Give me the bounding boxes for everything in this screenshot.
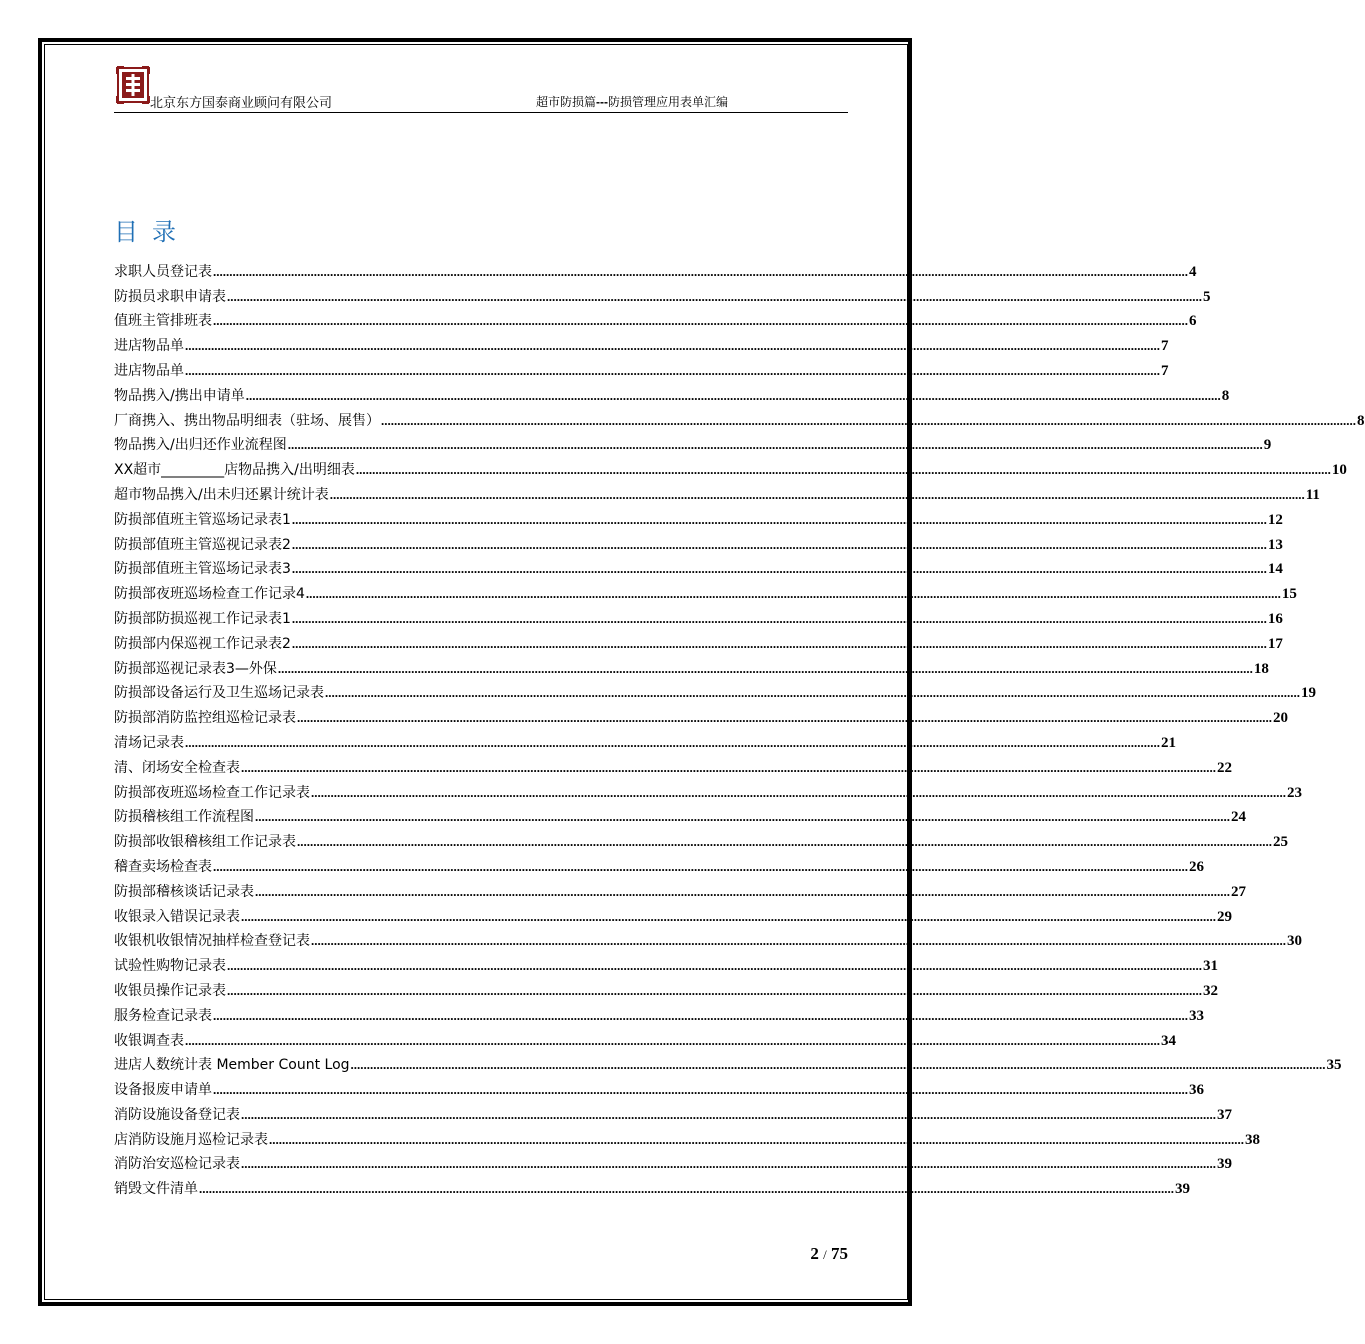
document-title bbox=[536, 93, 728, 110]
toc-entry[interactable] bbox=[114, 1099, 1232, 1124]
toc-entry[interactable] bbox=[114, 678, 1316, 703]
toc-entry[interactable] bbox=[114, 1173, 1190, 1198]
toc-entry-page: 17 bbox=[1267, 635, 1283, 652]
toc-entry[interactable] bbox=[114, 1025, 1176, 1050]
toc-leader-dots: ............................................................................................................................................................................................................................................................................................................ bbox=[291, 610, 1267, 626]
toc-entry[interactable] bbox=[114, 256, 1197, 281]
toc-entry-page: 27 bbox=[1231, 883, 1246, 900]
toc-leader-dots: ............................................................................................................................................................................................................................................................................................................ bbox=[241, 908, 1216, 924]
toc-entry-page: 4 bbox=[1189, 263, 1197, 280]
toc-entry-title: 防损稽核组工作流程图 bbox=[114, 809, 254, 826]
toc-entry-page: 20 bbox=[1273, 710, 1288, 727]
toc-entry[interactable] bbox=[114, 603, 1283, 628]
toc-heading: 目录 bbox=[114, 218, 190, 246]
page-separator: / bbox=[823, 1247, 827, 1262]
toc-leader-dots: ............................................................................................................................................................................................................................................................................................................ bbox=[255, 809, 1230, 825]
toc-leader-dots: ............................................................................................................................................................................................................................................................................................................ bbox=[185, 338, 1160, 354]
company-logo-icon bbox=[116, 66, 150, 104]
toc-entry[interactable] bbox=[114, 554, 1283, 579]
toc-leader-dots: ............................................................................................................................................................................................................................................................................................................ bbox=[213, 1082, 1188, 1098]
toc-entry-title: 收银员操作记录表 bbox=[114, 982, 226, 999]
toc-entry-page: 29 bbox=[1217, 908, 1232, 925]
toc-entry-title: 进店人数统计表 Member Count Log bbox=[114, 1057, 350, 1074]
toc-entry-title: 防损部值班主管巡视记录表2 bbox=[114, 536, 291, 553]
toc-entry-page: 23 bbox=[1287, 784, 1302, 801]
toc-leader-dots: ............................................................................................................................................................................................................................................................................................................ bbox=[213, 858, 1188, 874]
toc-entry-page: 13 bbox=[1267, 536, 1283, 553]
toc-leader-dots: ............................................................................................................................................................................................................................................................................................................ bbox=[350, 1057, 1326, 1073]
toc-entry-page: 22 bbox=[1217, 759, 1232, 776]
toc-entry-title: 防损员求职申请表 bbox=[114, 288, 226, 305]
toc-entry-page: 35 bbox=[1326, 1057, 1342, 1074]
toc-entry-title: 防损部设备运行及卫生巡场记录表 bbox=[114, 685, 324, 702]
toc-leader-dots: ............................................................................................................................................................................................................................................................................................................ bbox=[245, 387, 1221, 403]
toc-leader-dots: ............................................................................................................................................................................................................................................................................................................ bbox=[305, 586, 1281, 602]
toc-entry-title: XX超市_________店物品携入/出明细表 bbox=[114, 462, 355, 479]
toc-entry-title: 防损部防损巡视工作记录表1 bbox=[114, 610, 291, 627]
toc-entry-title: 超市物品携入/出未归还累计统计表 bbox=[114, 486, 329, 503]
toc-leader-dots: ............................................................................................................................................................................................................................................................................................................ bbox=[227, 288, 1202, 304]
toc-entry-title: 值班主管排班表 bbox=[114, 313, 212, 330]
toc-entry-page: 38 bbox=[1245, 1131, 1260, 1148]
toc-entry[interactable] bbox=[114, 777, 1302, 802]
toc-entry-page: 30 bbox=[1287, 933, 1302, 950]
toc-leader-dots: ............................................................................................................................................................................................................................................................................................................ bbox=[185, 1032, 1160, 1048]
toc-leader-dots: ............................................................................................................................................................................................................................................................................................................ bbox=[287, 437, 1263, 453]
toc-entry-page: 6 bbox=[1189, 313, 1197, 330]
toc-entry[interactable] bbox=[114, 876, 1246, 901]
toc-entry-page: 24 bbox=[1231, 809, 1246, 826]
toc-entry[interactable] bbox=[114, 355, 1169, 380]
toc-entry-page: 21 bbox=[1161, 734, 1176, 751]
toc-entry-page: 8 bbox=[1221, 387, 1230, 404]
toc-entry[interactable] bbox=[114, 1074, 1204, 1099]
document-title-separator: --- bbox=[596, 95, 609, 109]
toc-leader-dots: ............................................................................................................................................................................................................................................................................................................ bbox=[297, 834, 1272, 850]
toc-leader-dots: ............................................................................................................................................................................................................................................................................................................ bbox=[255, 883, 1230, 899]
toc-entry-page: 5 bbox=[1203, 288, 1211, 305]
toc-entry[interactable] bbox=[114, 975, 1218, 1000]
toc-entry-page: 26 bbox=[1189, 858, 1204, 875]
toc-entry[interactable] bbox=[114, 1000, 1204, 1025]
toc-entry-page: 11 bbox=[1305, 486, 1320, 503]
toc-leader-dots: ............................................................................................................................................................................................................................................................................................................ bbox=[311, 784, 1286, 800]
toc-entry-page: 8 bbox=[1357, 412, 1365, 429]
toc-entry[interactable] bbox=[114, 281, 1211, 306]
toc-leader-dots: ............................................................................................................................................................................................................................................................................................................ bbox=[241, 759, 1216, 775]
toc-entry-title: 防损部夜班巡场检查工作记录表 bbox=[114, 784, 310, 801]
toc-entry-page: 19 bbox=[1301, 685, 1316, 702]
toc-entry-title: 进店物品单 bbox=[114, 338, 184, 355]
toc-entry-title: 消防治安巡检记录表 bbox=[114, 1156, 240, 1173]
toc-entry[interactable] bbox=[114, 330, 1169, 355]
document-title-prefix: 超市防损篇 bbox=[536, 95, 597, 109]
toc-entry-page: 39 bbox=[1175, 1181, 1190, 1198]
toc-entry-title: 进店物品单 bbox=[114, 362, 184, 379]
toc-entry[interactable] bbox=[114, 826, 1288, 851]
toc-entry[interactable] bbox=[114, 752, 1232, 777]
toc-entry[interactable] bbox=[114, 405, 1365, 430]
toc-entry[interactable] bbox=[114, 380, 1230, 405]
toc-entry[interactable] bbox=[114, 851, 1204, 876]
toc-leader-dots: ............................................................................................................................................................................................................................................................................................................ bbox=[213, 313, 1188, 329]
toc-entry-page: 36 bbox=[1189, 1082, 1204, 1099]
toc-entry[interactable] bbox=[114, 950, 1218, 975]
toc-entry[interactable] bbox=[114, 901, 1232, 926]
toc-entry-title: 防损部收银稽核组工作记录表 bbox=[114, 834, 296, 851]
toc-leader-dots: ............................................................................................................................................................................................................................................................................................................ bbox=[291, 561, 1267, 577]
toc-leader-dots: ............................................................................................................................................................................................................................................................................................................ bbox=[325, 685, 1300, 701]
toc-entry-title: 消防设施设备登记表 bbox=[114, 1106, 240, 1123]
toc-entry[interactable] bbox=[114, 802, 1246, 827]
toc-leader-dots: ............................................................................................................................................................................................................................................................................................................ bbox=[241, 1156, 1216, 1172]
toc-entry[interactable] bbox=[114, 578, 1297, 603]
toc-entry-title: 店消防设施月巡检记录表 bbox=[114, 1131, 268, 1148]
toc-entry-title: 防损部稽核谈话记录表 bbox=[114, 883, 254, 900]
toc-leader-dots: ............................................................................................................................................................................................................................................................................................................ bbox=[185, 734, 1160, 750]
table-of-contents bbox=[114, 256, 1365, 1198]
toc-entry-page: 16 bbox=[1267, 610, 1283, 627]
toc-entry[interactable] bbox=[114, 926, 1302, 951]
current-page: 2 bbox=[810, 1244, 819, 1263]
toc-entry-title: 物品携入/出归还作业流程图 bbox=[114, 437, 287, 454]
toc-entry[interactable] bbox=[114, 306, 1197, 331]
toc-entry[interactable] bbox=[114, 479, 1320, 504]
toc-entry-page: 18 bbox=[1253, 660, 1269, 677]
toc-entry-page: 33 bbox=[1189, 1007, 1204, 1024]
toc-entry[interactable] bbox=[114, 628, 1283, 653]
toc-entry-page: 37 bbox=[1217, 1106, 1232, 1123]
toc-entry-page: 7 bbox=[1161, 362, 1169, 379]
toc-entry-page: 25 bbox=[1273, 834, 1288, 851]
total-pages: 75 bbox=[831, 1244, 848, 1263]
toc-leader-dots: ............................................................................................................................................................................................................................................................................................................ bbox=[355, 462, 1331, 478]
toc-entry-title: 稽查卖场检查表 bbox=[114, 858, 212, 875]
toc-entry-page: 12 bbox=[1267, 511, 1283, 528]
toc-leader-dots: ............................................................................................................................................................................................................................................................................................................ bbox=[213, 1007, 1188, 1023]
toc-entry-title: 防损部内保巡视工作记录表2 bbox=[114, 635, 291, 652]
toc-entry-page: 7 bbox=[1161, 338, 1169, 355]
toc-leader-dots: ............................................................................................................................................................................................................................................................................................................ bbox=[199, 1181, 1174, 1197]
toc-leader-dots: ............................................................................................................................................................................................................................................................................................................ bbox=[381, 412, 1356, 428]
document-title-suffix: 防损管理应用表单汇编 bbox=[608, 95, 729, 109]
toc-leader-dots: ............................................................................................................................................................................................................................................................................................................ bbox=[185, 362, 1160, 378]
toc-leader-dots: ............................................................................................................................................................................................................................................................................................................ bbox=[311, 933, 1286, 949]
toc-entry-title: 收银录入错误记录表 bbox=[114, 908, 240, 925]
toc-leader-dots: ............................................................................................................................................................................................................................................................................................................ bbox=[269, 1131, 1244, 1147]
toc-entry-title: 服务检查记录表 bbox=[114, 1007, 212, 1024]
toc-entry-page: 14 bbox=[1267, 561, 1283, 578]
toc-leader-dots: ............................................................................................................................................................................................................................................................................................................ bbox=[227, 958, 1202, 974]
toc-entry[interactable] bbox=[114, 727, 1176, 752]
toc-entry-page: 32 bbox=[1203, 982, 1218, 999]
toc-entry-page: 15 bbox=[1281, 586, 1297, 603]
toc-entry-title: 厂商携入、携出物品明细表（驻场、展售） bbox=[114, 412, 380, 429]
toc-entry[interactable] bbox=[114, 702, 1288, 727]
toc-entry[interactable] bbox=[114, 454, 1347, 479]
toc-entry[interactable] bbox=[114, 430, 1272, 455]
toc-entry-page: 10 bbox=[1331, 462, 1347, 479]
toc-entry[interactable] bbox=[114, 1149, 1232, 1174]
toc-leader-dots: ............................................................................................................................................................................................................................................................................................................ bbox=[277, 660, 1253, 676]
toc-entry-title: 设备报废申请单 bbox=[114, 1082, 212, 1099]
toc-entry[interactable] bbox=[114, 504, 1283, 529]
toc-leader-dots: ............................................................................................................................................................................................................................................................................................................ bbox=[291, 536, 1267, 552]
toc-entry[interactable] bbox=[114, 529, 1283, 554]
toc-entry[interactable] bbox=[114, 1124, 1260, 1149]
page-header bbox=[114, 62, 848, 113]
toc-leader-dots: ............................................................................................................................................................................................................................................................................................................ bbox=[213, 263, 1188, 279]
toc-leader-dots: ............................................................................................................................................................................................................................................................................................................ bbox=[241, 1106, 1216, 1122]
toc-entry-title: 清、闭场安全检查表 bbox=[114, 759, 240, 776]
toc-entry[interactable] bbox=[114, 1050, 1342, 1075]
page-number bbox=[810, 1244, 848, 1264]
toc-leader-dots: ............................................................................................................................................................................................................................................................................................................ bbox=[297, 710, 1272, 726]
toc-entry-title: 防损部夜班巡场检查工作记录4 bbox=[114, 586, 305, 603]
toc-entry-title: 销毁文件清单 bbox=[114, 1181, 198, 1198]
toc-entry-page: 34 bbox=[1161, 1032, 1176, 1049]
toc-entry-page: 9 bbox=[1263, 437, 1272, 454]
toc-entry-page: 31 bbox=[1203, 958, 1218, 975]
toc-leader-dots: ............................................................................................................................................................................................................................................................................................................ bbox=[291, 635, 1267, 651]
toc-entry[interactable] bbox=[114, 653, 1269, 678]
toc-entry-title: 试验性购物记录表 bbox=[114, 958, 226, 975]
company-name: 北京东方国泰商业顾问有限公司 bbox=[150, 96, 333, 111]
toc-entry-page: 39 bbox=[1217, 1156, 1232, 1173]
toc-entry-title: 清场记录表 bbox=[114, 734, 184, 751]
toc-entry-title: 收银调查表 bbox=[114, 1032, 184, 1049]
toc-entry-title: 防损部值班主管巡场记录表1 bbox=[114, 511, 291, 528]
toc-leader-dots: ............................................................................................................................................................................................................................................................................................................ bbox=[291, 511, 1267, 527]
toc-leader-dots: ............................................................................................................................................................................................................................................................................................................ bbox=[227, 982, 1202, 998]
toc-entry-title: 物品携入/携出申请单 bbox=[114, 387, 245, 404]
toc-entry-title: 防损部消防监控组巡检记录表 bbox=[114, 710, 296, 727]
toc-entry-title: 收银机收银情况抽样检查登记表 bbox=[114, 933, 310, 950]
toc-leader-dots: ............................................................................................................................................................................................................................................................................................................ bbox=[329, 486, 1305, 502]
toc-entry-title: 防损部巡视记录表3—外保 bbox=[114, 660, 277, 677]
toc-entry-title: 防损部值班主管巡场记录表3 bbox=[114, 561, 291, 578]
toc-entry-title: 求职人员登记表 bbox=[114, 263, 212, 280]
